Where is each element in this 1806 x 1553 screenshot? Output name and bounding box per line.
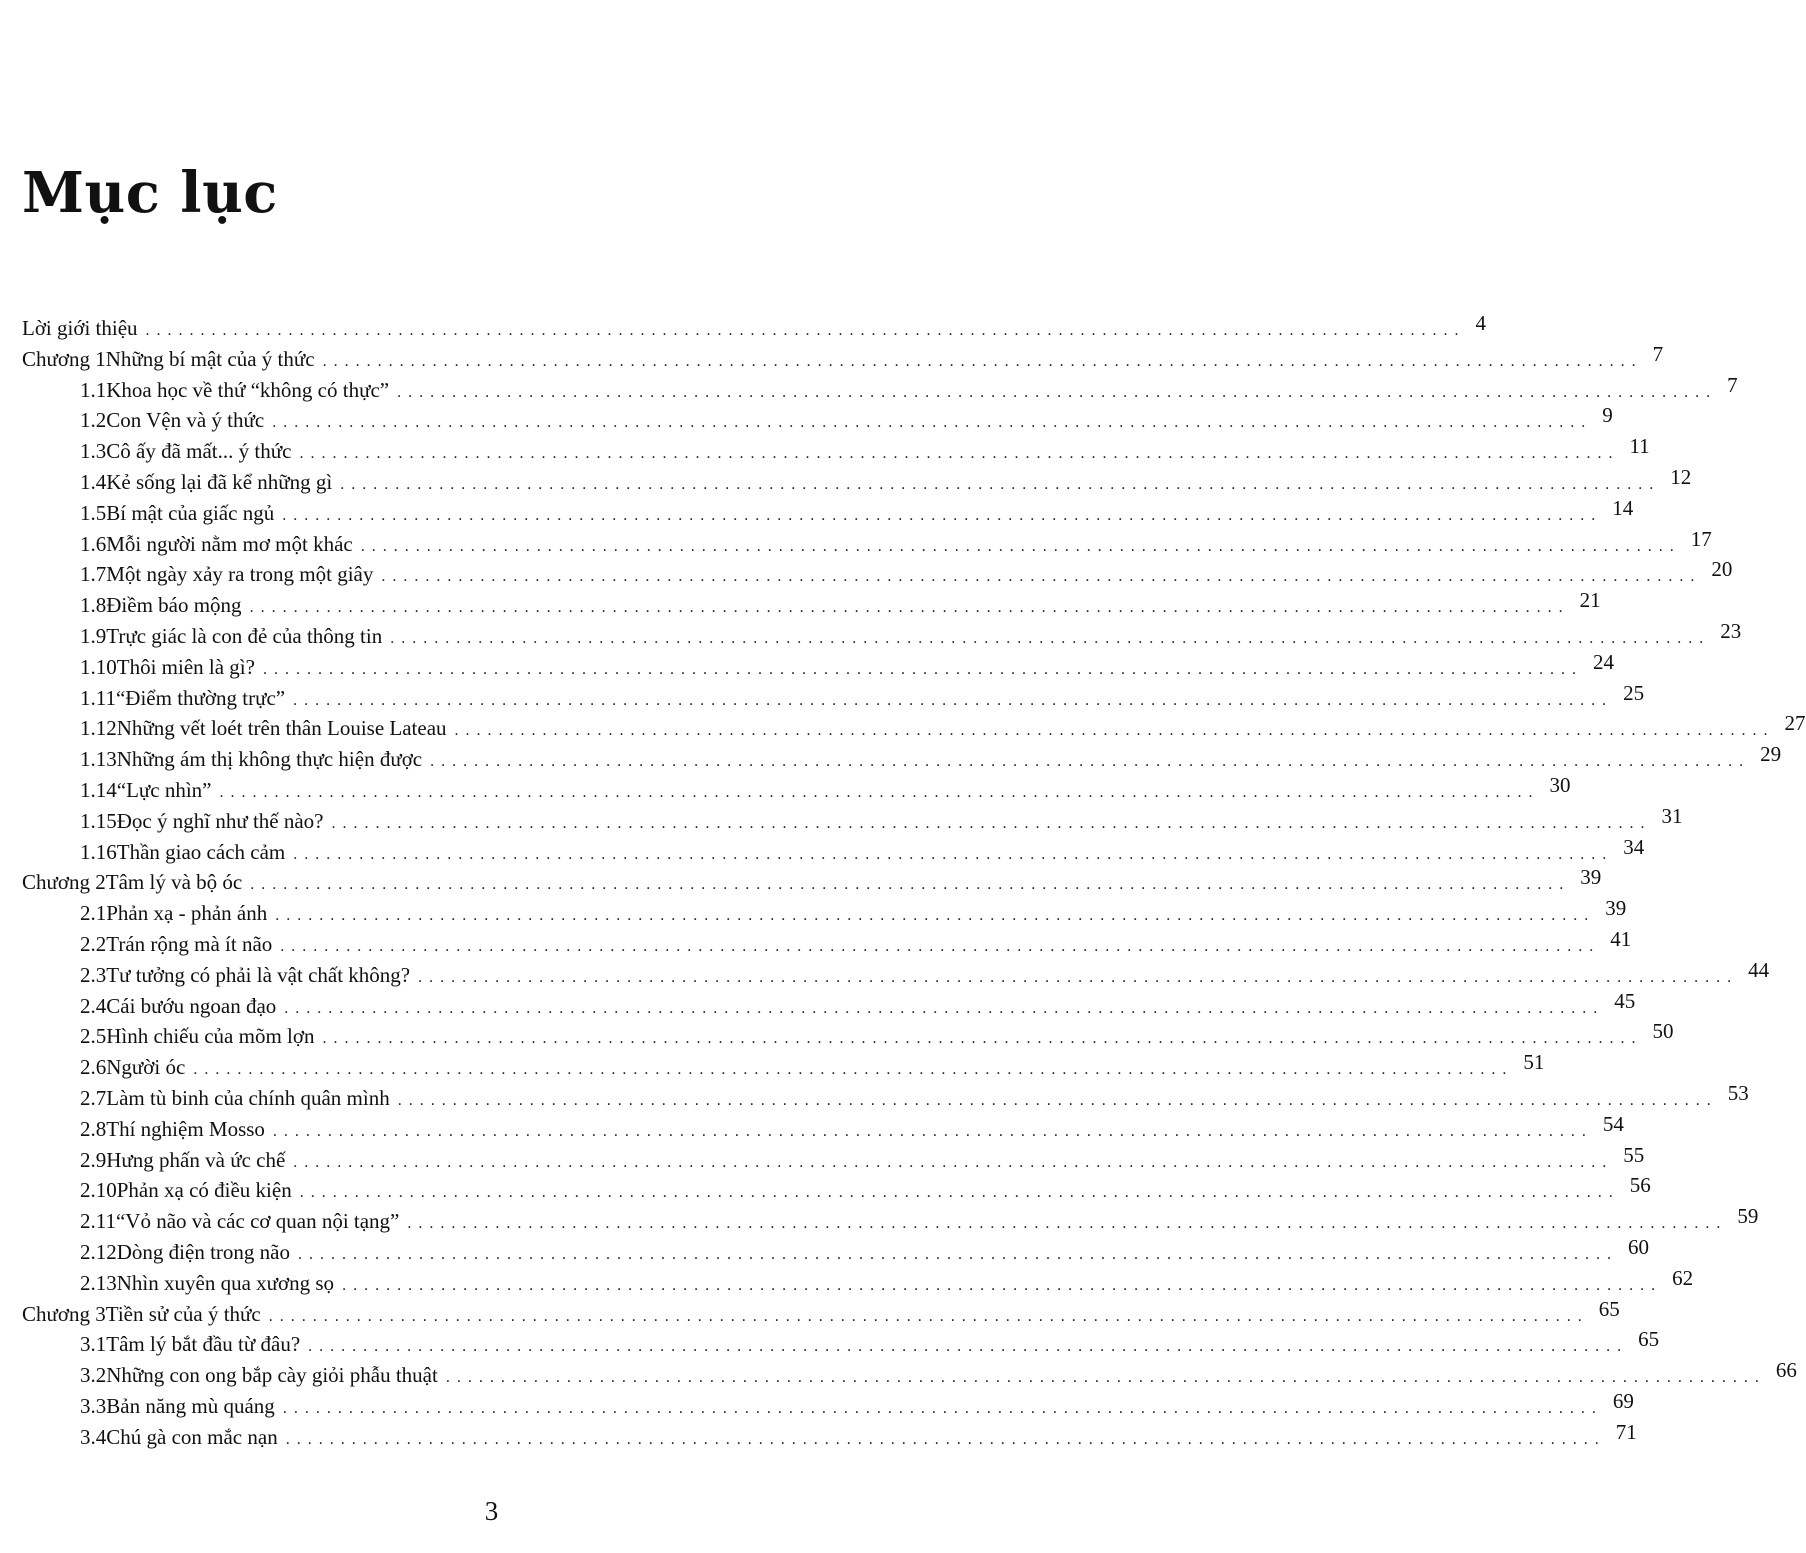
dot-leader: ........................................................................................................................ — [193, 1061, 1514, 1079]
toc-entry-title: Thôi miên là gì? — [117, 652, 263, 683]
toc-entry-title: Bản năng mù quáng — [106, 1391, 283, 1422]
toc-entry — [22, 742, 1782, 775]
toc-entry-page: 60 — [1627, 1234, 1649, 1259]
toc-entry-title: Phản xạ có điều kiện — [117, 1175, 300, 1206]
toc-entry-number: 2.6 — [80, 1055, 107, 1080]
toc-entry — [22, 896, 1627, 929]
toc-entry-title: Mỗi người nằm mơ một khác — [106, 529, 360, 560]
toc-entry-title: Làm tù binh của chính quân mình — [106, 1083, 397, 1114]
dot-leader: ........................................................................................................................ — [342, 1276, 1663, 1294]
toc-entry-page: 45 — [1614, 988, 1636, 1013]
toc-entry-page: 44 — [1748, 957, 1770, 982]
dot-leader: ........................................................................................................................ — [360, 537, 1681, 555]
toc-entry-title: Đọc ý nghĩ như thế nào? — [117, 806, 332, 837]
toc-entry-page: 50 — [1652, 1019, 1674, 1044]
toc-entry-page: 7 — [1652, 341, 1664, 366]
toc-entry — [22, 1358, 1797, 1391]
dot-leader: ........................................................................................................................ — [250, 876, 1571, 894]
toc-entry-page: 39 — [1580, 865, 1602, 890]
dot-leader: ........................................................................................................................ — [331, 814, 1652, 832]
toc-entry-title: Lời giới thiệu — [22, 313, 146, 344]
toc-entry — [22, 711, 1806, 744]
toc-entry — [22, 1019, 1674, 1052]
toc-entry-number: 2.1 — [80, 901, 107, 926]
toc-entry — [22, 588, 1601, 621]
toc-entry-page: 30 — [1549, 772, 1571, 797]
toc-entry — [22, 865, 1602, 898]
toc-entry-number: 2.7 — [80, 1085, 107, 1110]
dot-leader: ........................................................................................................................ — [445, 1369, 1766, 1387]
toc-entry-number: 1.16 — [80, 839, 117, 864]
toc-entry-title: Nhìn xuyên qua xương sọ — [117, 1268, 342, 1299]
toc-entry-page: 14 — [1612, 495, 1634, 520]
dot-leader: ........................................................................................................................ — [308, 1338, 1629, 1356]
toc-entry-number: 2.10 — [80, 1178, 117, 1203]
toc-entry — [22, 1080, 1749, 1114]
dot-leader: ........................................................................................................................ — [219, 783, 1540, 801]
toc-entry — [22, 772, 1571, 806]
toc-entry — [22, 1050, 1545, 1083]
toc-entry-page: 24 — [1592, 649, 1614, 674]
toc-entry — [22, 526, 1712, 560]
toc-entry — [22, 1234, 1649, 1268]
dot-leader: ........................................................................................................................ — [293, 845, 1614, 863]
toc-entry-title: “Lực nhìn” — [117, 775, 220, 806]
toc-entry-page: 25 — [1623, 680, 1645, 705]
toc-entry-number: 1.7 — [80, 562, 107, 587]
dot-leader: ........................................................................................................................ — [268, 1307, 1589, 1325]
toc-entry-title: Tư tưởng có phải là vật chất không? — [106, 960, 418, 991]
toc-entry-number: 3.3 — [80, 1393, 107, 1418]
dot-leader: ........................................................................................................................ — [285, 1430, 1606, 1448]
toc-entry-number: Chương 1 — [22, 346, 106, 371]
dot-leader: ........................................................................................................................ — [430, 753, 1751, 771]
toc-entry-page: 23 — [1720, 618, 1742, 643]
toc-entry-number: 2.12 — [80, 1239, 117, 1264]
dot-leader: ........................................................................................................................ — [284, 999, 1605, 1017]
toc-entry-number: 2.9 — [80, 1147, 107, 1172]
toc-entry-number: 1.14 — [80, 777, 117, 802]
dot-leader: ........................................................................................................................ — [397, 383, 1718, 401]
toc-entry-number: 1.5 — [80, 500, 107, 525]
dot-leader: ........................................................................................................................ — [272, 414, 1593, 432]
toc-entry-number: 1.8 — [80, 593, 107, 618]
dot-leader: ........................................................................................................................ — [145, 322, 1466, 339]
toc-entry — [22, 434, 1650, 467]
dot-leader: ........................................................................................................................ — [390, 629, 1711, 647]
toc-entry-title: Những vết loét trên thân Louise Lateau — [117, 713, 455, 744]
toc-entry-title: “Vỏ não và các cơ quan nội tạng” — [116, 1206, 407, 1237]
toc-entry-number: 2.11 — [80, 1209, 116, 1234]
toc-entry — [22, 1419, 1637, 1453]
toc-entry-page: 54 — [1602, 1111, 1624, 1136]
dot-leader: ........................................................................................................................ — [272, 1122, 1593, 1140]
toc-entry-title: Bí mật của giấc ngủ — [106, 498, 282, 529]
toc-entry-page: 51 — [1523, 1050, 1545, 1075]
toc-entry-page: 71 — [1615, 1419, 1637, 1444]
toc-entry — [22, 803, 1683, 837]
toc-entry-title: Chú gà con mắc nạn — [106, 1422, 285, 1453]
toc-entry-title: Hình chiếu của mõm lợn — [106, 1021, 322, 1052]
toc-entry — [22, 1296, 1620, 1330]
toc-entry — [22, 834, 1645, 868]
dot-leader: ........................................................................................................................ — [407, 1215, 1728, 1233]
toc-entry-title: Trán rộng mà ít não — [106, 929, 280, 960]
toc-entry-title: Một ngày xảy ra trong một giây — [106, 559, 381, 590]
toc-entry — [22, 311, 1487, 344]
toc-entry-number: 1.2 — [80, 408, 107, 433]
toc-entry — [22, 495, 1634, 529]
toc-entry-number: 1.6 — [80, 531, 107, 556]
dot-leader: ........................................................................................................................ — [293, 1153, 1614, 1171]
dot-leader: ........................................................................................................................ — [397, 1091, 1718, 1109]
page-title: Mục lục — [22, 160, 278, 226]
toc-entry-page: 17 — [1690, 526, 1712, 551]
dot-leader: ........................................................................................................................ — [262, 660, 1583, 678]
toc-entry-page: 9 — [1602, 403, 1613, 428]
toc-entry-page: 62 — [1672, 1265, 1694, 1290]
toc-entry-page: 56 — [1629, 1173, 1651, 1198]
toc-entry — [22, 680, 1645, 714]
toc-entry — [22, 1173, 1651, 1206]
toc-entry — [22, 1111, 1624, 1145]
toc-entry-number: Chương 3 — [22, 1301, 106, 1326]
toc-entry-number: 2.4 — [80, 993, 107, 1018]
toc-entry-title: Dòng điện trong não — [117, 1237, 298, 1268]
toc-entry — [22, 1265, 1694, 1299]
dot-leader: ........................................................................................................................ — [297, 1245, 1618, 1263]
toc-entry — [22, 988, 1636, 1022]
dot-leader: ........................................................................................................................ — [282, 1399, 1603, 1417]
toc-entry-page: 65 — [1598, 1296, 1620, 1321]
toc-entry-page: 65 — [1638, 1327, 1660, 1352]
page-number: 3 — [484, 1496, 499, 1526]
toc-entry — [22, 1204, 1759, 1237]
toc-entry — [22, 957, 1770, 991]
toc-entry — [22, 649, 1614, 683]
dot-leader: ........................................................................................................................ — [282, 506, 1603, 524]
toc-entry-title: Kẻ sống lại đã kể những gì — [106, 467, 340, 498]
toc-entry-number: 1.4 — [80, 469, 107, 494]
toc-entry-title: Con Vện và ý thức — [106, 405, 272, 436]
toc-entry-title: Những bí mật của ý thức — [106, 344, 323, 375]
toc-entry-number: 2.8 — [80, 1116, 107, 1141]
toc-entry — [22, 557, 1733, 590]
toc-entry-page: 12 — [1670, 464, 1692, 489]
toc-entry-title: Tâm lý bắt đầu từ đâu? — [106, 1329, 308, 1360]
toc-entry-number: 1.3 — [80, 439, 107, 464]
toc-entry-number: 1.13 — [80, 747, 117, 772]
toc-entry-page: 66 — [1775, 1358, 1797, 1383]
dot-leader: ........................................................................................................................ — [418, 968, 1739, 986]
toc-entry-title: Hưng phấn và ức chế — [106, 1145, 293, 1176]
dot-leader: ........................................................................................................................ — [275, 907, 1596, 925]
toc-entry-title: Trực giác là con đẻ của thông tin — [106, 621, 390, 652]
toc-entry-page: 29 — [1760, 742, 1782, 767]
toc-entry — [22, 372, 1738, 406]
toc-entry-number: Chương 2 — [22, 870, 106, 895]
toc-entry — [22, 1327, 1660, 1360]
toc-entry-title: Cái bướu ngoan đạo — [106, 991, 284, 1022]
toc-entry-number: 1.1 — [80, 377, 107, 402]
dot-leader: ........................................................................................................................ — [299, 445, 1620, 463]
toc-entry-title: Thí nghiệm Mosso — [106, 1114, 273, 1145]
toc-entry-page: 7 — [1727, 372, 1738, 397]
toc-entry-title: Phản xạ - phản ánh — [106, 898, 275, 929]
toc-entry-page: 20 — [1711, 557, 1733, 582]
toc-entry-title: Tiền sử của ý thức — [106, 1299, 269, 1330]
toc-entry — [22, 464, 1692, 498]
toc-entry-number: 2.3 — [80, 962, 107, 987]
toc-entry — [22, 618, 1742, 652]
dot-leader: ........................................................................................................................ — [322, 352, 1643, 370]
toc-entry-page: 41 — [1610, 926, 1632, 951]
toc-entry-page: 53 — [1727, 1080, 1749, 1105]
toc-entry — [22, 1142, 1645, 1176]
toc-entry — [22, 341, 1664, 375]
toc-entry-page: 59 — [1737, 1204, 1759, 1229]
toc-entry-number: 2.5 — [80, 1024, 107, 1049]
dot-leader: ........................................................................................................................ — [280, 937, 1601, 955]
toc-entry-number: 1.11 — [80, 685, 116, 710]
toc-entry-number: 3.2 — [80, 1363, 107, 1388]
toc-entry-title: Điềm báo mộng — [106, 590, 249, 621]
dot-leader: ........................................................................................................................ — [381, 568, 1702, 586]
toc-entry-number: 1.12 — [80, 716, 117, 741]
toc-entry-number: 2.13 — [80, 1270, 117, 1295]
toc-entry-page: 11 — [1629, 434, 1650, 459]
toc-entry-title: Những ám thị không thực hiện được — [117, 744, 430, 775]
toc-entry — [22, 1388, 1634, 1422]
toc-entry-page: 55 — [1623, 1142, 1645, 1167]
toc-entry-page: 4 — [1475, 311, 1487, 335]
toc-entry-title: Khoa học về thứ “không có thực” — [106, 375, 397, 406]
dot-leader: ........................................................................................................................ — [299, 1184, 1620, 1202]
toc-entry-number: 3.1 — [80, 1332, 107, 1357]
toc-entry-title: Tâm lý và bộ óc — [106, 867, 250, 898]
toc-entry-page: 27 — [1784, 711, 1806, 736]
toc-entry-page: 31 — [1661, 803, 1683, 828]
dot-leader: ........................................................................................................................ — [293, 691, 1614, 709]
table-of-contents — [22, 311, 1806, 1452]
toc-entry-number: 1.9 — [80, 623, 107, 648]
toc-entry-page: 39 — [1605, 896, 1627, 921]
dot-leader: ........................................................................................................................ — [340, 475, 1661, 493]
toc-entry-number: 2.2 — [80, 931, 107, 956]
toc-entry — [22, 926, 1632, 960]
toc-entry-number: 1.10 — [80, 654, 117, 679]
toc-entry-title: Những con ong bắp cày giỏi phẫu thuật — [106, 1360, 446, 1391]
toc-entry-title: Thần giao cách cảm — [117, 837, 294, 868]
toc-entry-page: 21 — [1579, 588, 1601, 613]
toc-entry — [22, 403, 1613, 436]
dot-leader: ........................................................................................................................ — [454, 722, 1775, 740]
toc-entry-title: Người óc — [106, 1052, 193, 1083]
toc-entry-number: 3.4 — [80, 1424, 107, 1449]
toc-entry-page: 34 — [1623, 834, 1645, 859]
dot-leader: ........................................................................................................................ — [322, 1030, 1643, 1048]
toc-entry-page: 69 — [1612, 1388, 1634, 1413]
toc-entry-title: “Điểm thường trực” — [116, 683, 293, 714]
toc-entry-number: 1.15 — [80, 808, 117, 833]
toc-entry-title: Cô ấy đã mất... ý thức — [106, 436, 299, 467]
dot-leader: ........................................................................................................................ — [249, 599, 1570, 617]
